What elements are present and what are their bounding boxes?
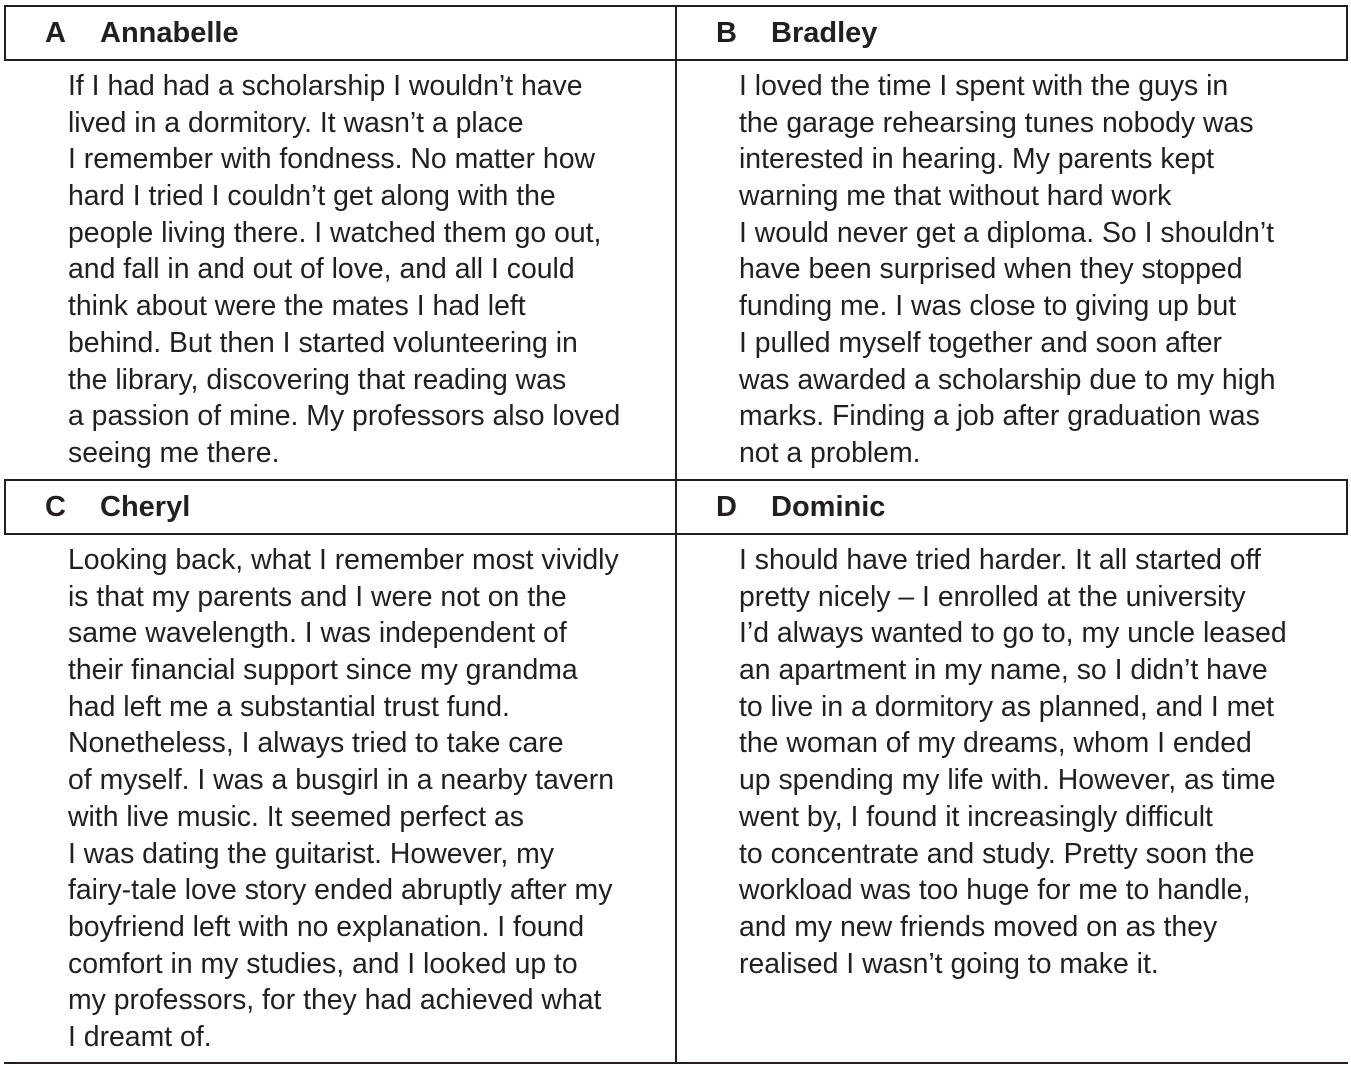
passage-line: their financial support since my grandma xyxy=(68,654,578,687)
passage-line: Looking back, what I remember most vividly xyxy=(68,544,619,576)
passage-line: the woman of my dreams, whom I ended xyxy=(739,727,1252,760)
right-header-edge-top xyxy=(1346,5,1348,61)
right-header-edge-bottom xyxy=(1346,479,1348,535)
passage-line: interested in hearing. My parents kept xyxy=(739,143,1215,176)
left-header-edge-bottom xyxy=(4,479,6,535)
passage-line: pretty nicely – I enrolled at the university xyxy=(739,580,1246,613)
passage-line: with live music. It seemed perfect as xyxy=(68,800,524,833)
passage-line: think about were the mates I had left xyxy=(68,290,526,323)
passage-line: I pulled myself together and soon after xyxy=(739,326,1222,359)
passage-line: comfort in my studies, and I looked up to xyxy=(68,947,578,980)
section-b-header xyxy=(716,17,877,49)
section-c-name: Cheryl xyxy=(100,491,191,523)
section-d-name: Dominic xyxy=(771,491,886,523)
passage-line: have been surprised when they stopped xyxy=(739,253,1243,286)
passage-line: to concentrate and study. Pretty soon the xyxy=(739,837,1255,870)
passage-line: warning me that without hard work xyxy=(739,180,1172,213)
passage-line: I should have tried harder. It all started off xyxy=(739,544,1261,576)
section-c-passage xyxy=(68,542,619,1056)
passage-line: to live in a dormitory as planned, and I met xyxy=(739,690,1274,723)
passage-line: not a problem. xyxy=(739,436,921,469)
passage-line: a passion of mine. My professors also loved xyxy=(68,400,621,433)
section-b-letter: B xyxy=(716,17,737,49)
passage-line: behind. But then I started volunteering in xyxy=(68,326,578,359)
passage-line: my professors, for they had achieved what xyxy=(68,984,602,1017)
section-a-passage xyxy=(68,68,620,472)
passage-line: I remember with fondness. No matter how xyxy=(68,143,596,176)
passage-line: workload was too huge for me to handle, xyxy=(739,874,1251,907)
passage-line: marks. Finding a job after graduation was xyxy=(739,400,1260,433)
passage-line: people living there. I watched them go out, xyxy=(68,216,602,249)
passage-line: had left me a substantial trust fund. xyxy=(68,690,510,723)
section-d-passage xyxy=(739,542,1287,982)
passage-line: of myself. I was a busgirl in a nearby tavern xyxy=(68,764,614,797)
passage-line: funding me. I was close to giving up but xyxy=(739,290,1237,323)
section-b-name: Bradley xyxy=(771,17,878,49)
passage-line: and my new friends moved on as they xyxy=(739,910,1218,943)
passage-line: realised I wasn’t going to make it. xyxy=(739,947,1159,980)
section-d-letter: D xyxy=(716,491,737,523)
passage-line: hard I tried I couldn’t get along with the xyxy=(68,180,556,213)
passage-line: same wavelength. I was independent of xyxy=(68,617,567,650)
passage-line: seeing me there. xyxy=(68,436,280,469)
passage-line: I was dating the guitarist. However, my xyxy=(68,837,555,870)
section-c-letter: C xyxy=(45,491,66,523)
passage-line: I dreamt of. xyxy=(68,1020,212,1053)
passage-line: fairy-tale love story ended abruptly after my xyxy=(68,874,613,907)
passage-line: I’d always wanted to go to, my uncle leased xyxy=(739,617,1287,650)
section-a-letter: A xyxy=(45,17,66,49)
passage-line: up spending my life with. However, as time xyxy=(739,764,1276,797)
section-b-passage xyxy=(739,68,1276,472)
passage-line: Nonetheless, I always tried to take care xyxy=(68,727,564,760)
passage-line: the library, discovering that reading was xyxy=(68,363,567,396)
passage-line: is that my parents and I were not on the xyxy=(68,580,567,613)
section-c-header xyxy=(45,491,190,523)
passage-line: an apartment in my name, so I didn’t have xyxy=(739,654,1268,687)
left-header-edge-top xyxy=(4,5,6,61)
passage-line: went by, I found it increasingly difficult xyxy=(739,800,1213,833)
passage-line: and fall in and out of love, and all I could xyxy=(68,253,575,286)
passage-line: If I had had a scholarship I wouldn’t have xyxy=(68,70,583,102)
section-a-header xyxy=(45,17,239,49)
passage-line: the garage rehearsing tunes nobody was xyxy=(739,106,1254,139)
section-a-name: Annabelle xyxy=(100,17,239,49)
passage-line: was awarded a scholarship due to my high xyxy=(739,363,1276,396)
passage-line: lived in a dormitory. It wasn’t a place xyxy=(68,106,524,139)
center-divider xyxy=(675,5,677,1064)
section-d-header xyxy=(716,491,885,523)
passage-line: I loved the time I spent with the guys in xyxy=(739,70,1229,102)
passage-line: I would never get a diploma. So I shouldn’t xyxy=(739,216,1275,249)
passage-line: boyfriend left with no explanation. I found xyxy=(68,910,585,943)
